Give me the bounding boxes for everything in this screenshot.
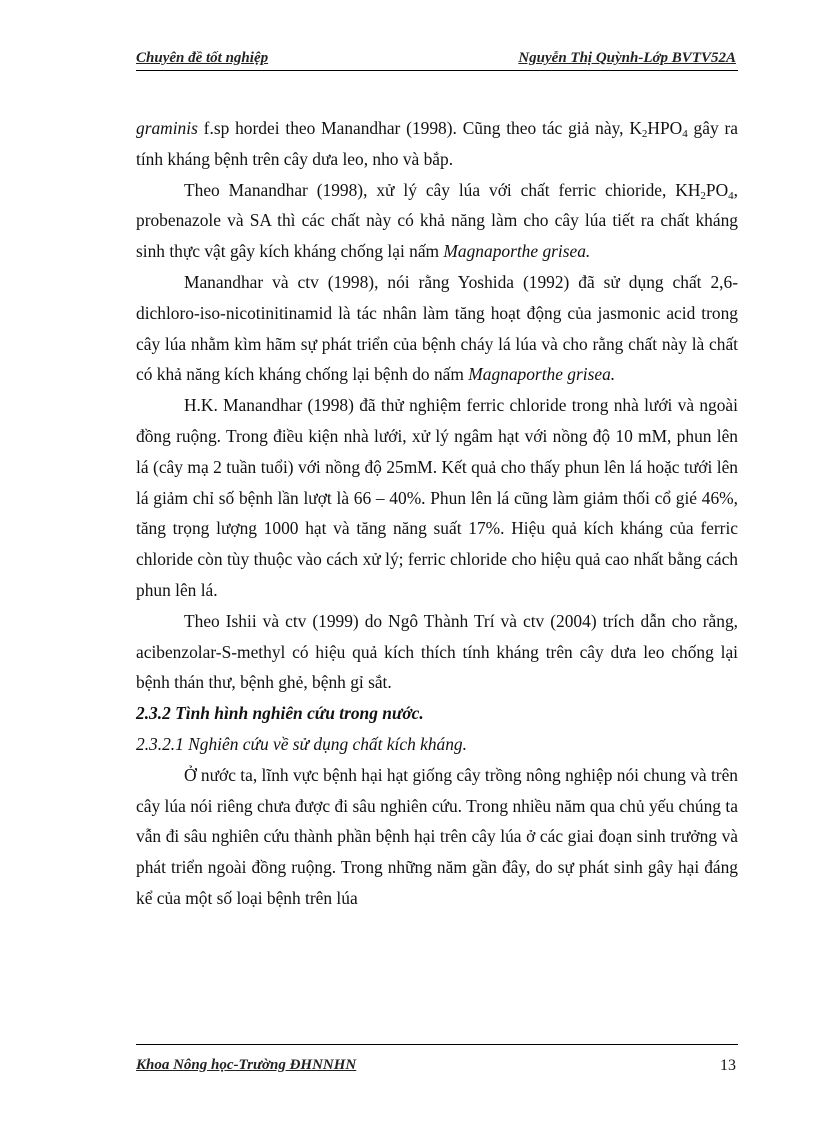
header-author: Nguyễn Thị Quỳnh-Lớp BVTV52A bbox=[518, 50, 736, 66]
page-header bbox=[136, 48, 738, 71]
document-body bbox=[136, 113, 738, 914]
paragraph-6: Ở nước ta, lĩnh vực bệnh hại hạt giống cây trồng nông nghiệp nói chung và trên cây lúa nói riêng chưa được đi sâu nghiên cứu. Trong nhiều năm qua chủ yếu chúng ta vẫn đi sâu nghiên cứu thành phần bệnh hại trên cây lúa ở các giai đoạn sinh trưởng và phát triển ngoài đồng ruộng. Trong những năm gần đây, do sự phát sinh gây hại đáng kể của một số loại bệnh trên lúa bbox=[136, 764, 738, 908]
page-number: 13 bbox=[720, 1057, 736, 1074]
paragraph-2: Theo Manandhar (1998), xử lý cây lúa với chất ferric chioride, $KH_2PO_4$, probenazole và SA thì các chất này có khả năng làm cho cây lúa tiết ra chất kháng sinh thực vật gây kích kháng chống lại nấm Magnaporthe grisea. bbox=[136, 179, 738, 262]
section-heading: 2.3.2 Tình hình nghiên cứu trong nước. bbox=[136, 703, 424, 724]
paragraph-5: Theo Ishii và ctv (1999) do Ngô Thành Trí và ctv (2004) trích dẫn cho rằng, acibenzolar-S-methyl có hiệu quả kích thích tính kháng trên cây dưa leo chống lại bệnh thán thư, bệnh ghẻ, bệnh gỉ sắt. bbox=[136, 610, 738, 693]
paragraph-4: H.K. Manandhar (1998) đã thử nghiệm ferric chloride trong nhà lưới và ngoài đồng ruộng. Trong điều kiện nhà lưới, xử lý ngâm hạt với nồng độ 10 mM, phun lên lá (cây mạ 2 tuần tuổi) với nồng độ 25mM. Kết quả cho thấy phun lên lá hoặc tưới lên lá giảm chỉ số bệnh lần lượt là 66 – 40%. Phun lên lá cũng làm giảm thối cổ gié 46%, tăng trọng lượng 1000 hạt và tăng năng suất 17%. Hiệu quả kích kháng của ferric chloride còn tùy thuộc vào cách xử lý; ferric chloride cho hiệu quả cao nhất bằng cách phun lên lá. bbox=[136, 395, 738, 600]
page-footer bbox=[136, 1044, 738, 1085]
header-title: Chuyên đề tốt nghiệp bbox=[136, 50, 269, 66]
paragraph-1: graminis f.sp hordei theo Manandhar (1998). Cũng theo tác giả này, $K_2HPO_4$ gây ra tính kháng bệnh trên cây dưa leo, nho và bắp. bbox=[136, 118, 738, 169]
paragraph-3: Manandhar và ctv (1998), nói rằng Yoshida (1992) đã sử dụng chất 2,6-dichloro-iso-nicotinitinamid là tác nhân làm tăng hoạt động của jasmonic acid trong cây lúa nhằm kìm hãm sự phát triển của bệnh cháy lá lúa và cho rằng chất này là chất có khả năng kích kháng chống lại bệnh do nấm Magnaporthe grisea. bbox=[136, 271, 738, 385]
subsection-heading: 2.3.2.1 Nghiên cứu về sử dụng chất kích kháng. bbox=[136, 733, 467, 754]
footer-institution: Khoa Nông học-Trường ĐHNNHN bbox=[136, 1057, 357, 1073]
